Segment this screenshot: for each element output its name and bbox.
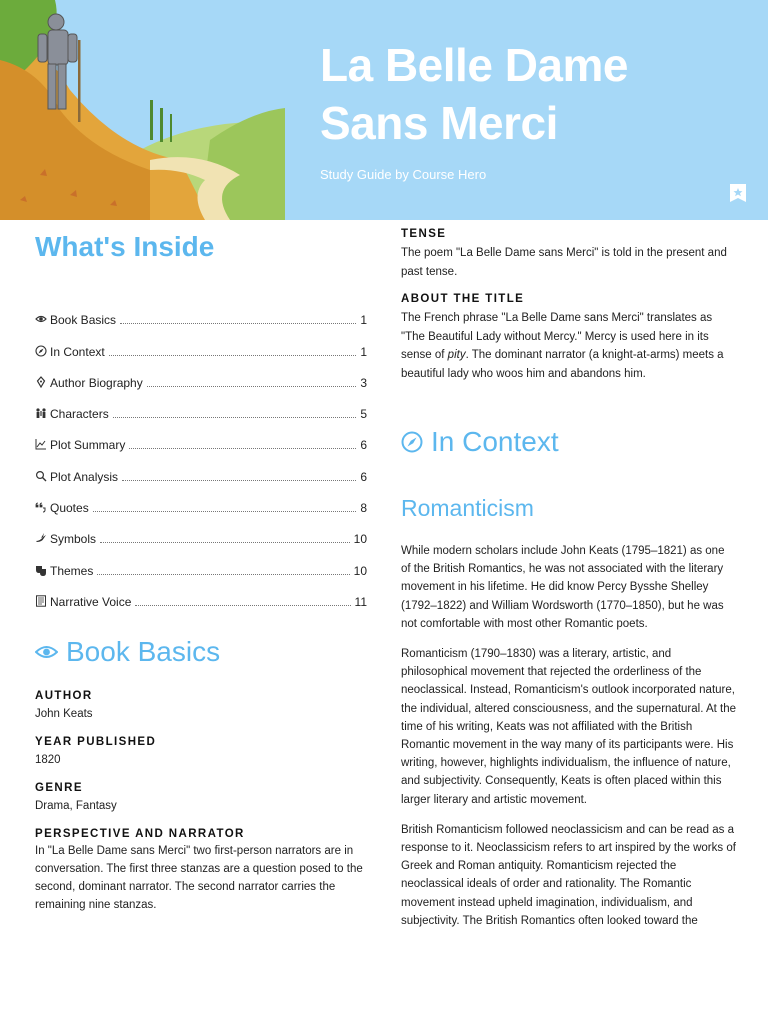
toc-leader [109,355,357,356]
about-title-block [401,293,736,383]
whats-inside-heading: What's Inside [35,231,215,262]
paragraph: While modern scholars include John Keats (1795–1821) as one of the British Romantics, he was not associated with the literary movement in his lifetime. He did know Percy Bysshe Shelley (1792–1822) and William Wordsworth (1770–1850), but he was not comfortable with most other Romantic poets. [401,545,725,630]
about-emphasis: pity [447,349,466,361]
tense-block [401,228,736,281]
perspective-value: In "La Belle Dame sans Merci" two first-person narrators are in conversation. The first three stanzas are a question posed to the second, dominant narrator. The second narrator carries the remaining nine stanzas. [35,845,363,911]
year-label: YEAR PUBLISHED [35,736,157,748]
masks-icon [35,564,47,576]
tense-value: The poem "La Belle Dame sans Merci" is told in the present and past tense. [401,247,727,278]
book-basics-title: Book Basics [66,636,221,667]
romanticism-body [401,542,736,942]
toc-page: 11 [354,594,367,609]
page-title [320,36,750,152]
compass-icon [35,345,47,357]
eye-icon [35,644,58,660]
toc-leader [135,605,350,606]
year-block [35,736,367,769]
toc-item-author-biography[interactable] [35,359,367,390]
genre-label: GENRE [35,782,83,794]
toc-label: In Context [50,344,105,359]
toc-item-symbols[interactable] [35,515,367,546]
paragraph: Romanticism (1790–1830) was a literary, artistic, and philosophical movement that rejected the orderliness of the neoclassical. Instead, Romanticism's outlook incorporated nature, the individual, altered consciousness, and the supernatural. At the time of his writing, Keats was not affiliated with the British Romantic movement in the way many of its participants were. His writing, however, highlights individualism, the influence of nature, and subjectivity. Consequently, Keats is often placed within this larger literary and artistic movement. [401,648,736,806]
toc-label: Quotes [50,501,89,516]
course-hero-logo-icon [729,183,747,203]
toc-label: Plot Analysis [50,469,119,484]
in-context-title: In Context [431,426,559,457]
toc-leader [113,417,357,418]
about-text-1: The French phrase "La Belle Dame sans Merci" translates as "The Beautiful Lady without Mercy." Mercy is used here in its sense of [401,312,713,361]
toc-leader [122,480,356,481]
toc-page: 6 [360,438,367,453]
toc-item-book-basics[interactable] [35,296,367,327]
toc-leader [100,542,350,543]
chart-line-icon [35,438,47,450]
perspective-label: PERSPECTIVE AND NARRATOR [35,828,245,840]
toc-leader [147,386,357,387]
toc-label: Book Basics [50,313,117,328]
genre-value: Drama, Fantasy [35,800,117,812]
header-banner [0,0,768,220]
paragraph: British Romanticism followed neoclassicism and can be read as a response to it. Neoclassicism refers to art inspired by the works of Greek and Roman antiquity. Romanticism rejected the neoclassical ideals of order and rationality. The Romantic movement instead upheld imagination, individualism, and subjectivity. The British Romantics often looked toward the [401,823,736,927]
title-line-1: La Belle Dame [320,39,628,91]
toc-label: Characters [50,407,109,422]
eye-icon [35,313,47,325]
people-icon [35,407,47,419]
book-basics-heading [35,636,367,668]
toc-page: 1 [360,344,367,359]
romanticism-heading: Romanticism [401,495,534,521]
genre-block [35,782,367,815]
bird-icon [35,532,47,544]
toc-item-in-context[interactable] [35,327,367,358]
toc-item-quotes[interactable] [35,484,367,515]
toc-page: 1 [360,313,367,328]
toc-item-narrative-voice[interactable] [35,578,367,609]
about-text-2: . The dominant narrator (a knight-at-arms) meets a beautiful lady who woos him and abandons him. [401,349,724,380]
right-column [401,228,736,927]
toc-page: 5 [360,407,367,422]
toc-item-themes[interactable] [35,546,367,577]
table-of-contents [35,296,367,609]
toc-item-plot-summary[interactable] [35,421,367,452]
about-title-value [401,309,736,383]
toc-page: 3 [360,375,367,390]
toc-label: Themes [50,563,94,578]
perspective-block [35,828,367,914]
year-value: 1820 [35,754,61,766]
book-basics-section [35,636,367,914]
subtitle: Study Guide by Course Hero [320,167,487,182]
toc-label: Author Biography [50,375,143,390]
tense-label: TENSE [401,228,447,240]
toc-leader [120,323,356,324]
pen-nib-icon [35,376,47,388]
magnifier-icon [35,470,47,482]
toc-page: 8 [360,501,367,516]
knight-landscape-illustration [0,0,285,220]
toc-leader [97,574,349,575]
author-label: AUTHOR [35,690,93,702]
in-context-heading [401,426,559,458]
author-block [35,690,367,723]
toc-label: Symbols [50,532,97,547]
toc-page: 6 [360,469,367,484]
quote-icon [35,501,47,513]
about-title-label: ABOUT THE TITLE [401,293,525,305]
title-line-2: Sans Merci [320,97,558,149]
toc-item-plot-analysis[interactable] [35,452,367,483]
toc-leader [93,511,357,512]
toc-page: 10 [353,563,367,578]
compass-icon [401,431,423,453]
toc-page: 10 [353,532,367,547]
document-icon [35,595,47,607]
toc-label: Narrative Voice [50,594,132,609]
toc-item-characters[interactable] [35,390,367,421]
author-value: John Keats [35,708,93,720]
toc-label: Plot Summary [50,438,126,453]
toc-leader [129,448,356,449]
